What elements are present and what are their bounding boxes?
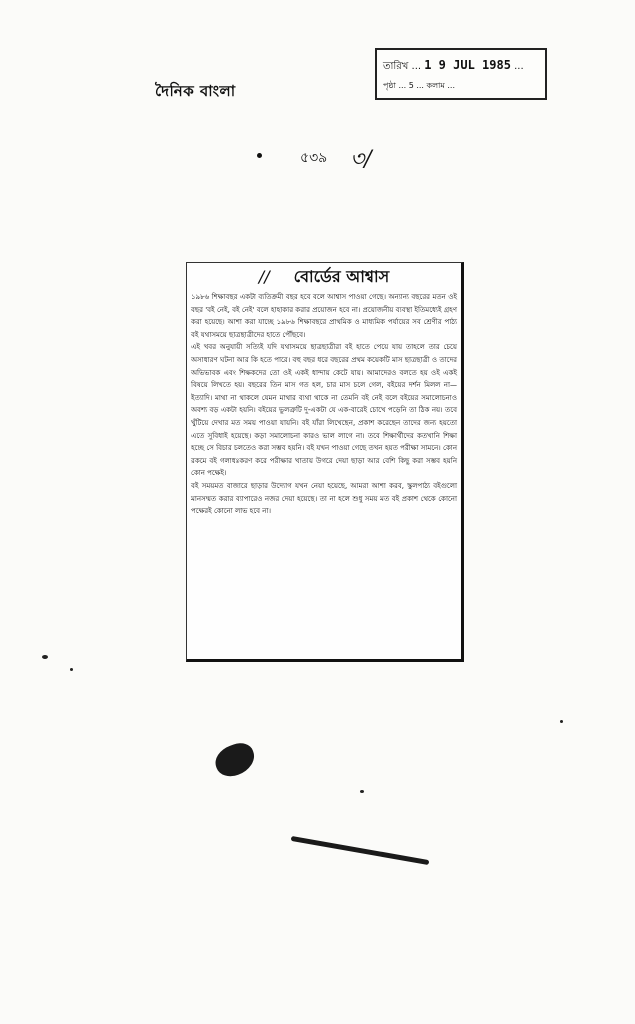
- newspaper-clipping: [186, 262, 464, 662]
- newspaper-name: দৈনিক বাংলা: [155, 82, 236, 100]
- date-suffix: ...: [514, 61, 524, 72]
- title-slash-mark: //: [258, 267, 270, 286]
- page-value: 5: [408, 81, 414, 90]
- date-label: তারিখ ...: [383, 61, 422, 72]
- date-value: 1 9 JUL 1985: [424, 58, 511, 72]
- date-stamp: [375, 48, 547, 100]
- ink-speck: [560, 720, 563, 723]
- ink-dot: [257, 153, 262, 158]
- clipping-body: [191, 291, 457, 518]
- ink-streak: [291, 836, 430, 865]
- page-label: পৃষ্ঠা ...: [383, 81, 407, 90]
- ink-speck: [360, 790, 364, 793]
- ink-speck: [70, 668, 73, 671]
- ink-smudge: [211, 739, 259, 781]
- handwritten-page-mark: ৩/: [350, 147, 372, 172]
- reference-number: ৫৩৯: [300, 150, 328, 166]
- clipping-title: বোর্ডের আশ্বাস: [293, 267, 390, 286]
- clipping-paragraph: ১৯৮৬ শিক্ষাবছর একটা ব্যতিক্রমী বছর হবে বলে আশ্বাস পাওয়া গেছে। অন্যান্য বছরের মতন ওই বছর 'বই নেই, বই নেই' বলে হাহাকার করার প্রয়োজন হবে না। প্রয়োজনীয় ব্যবস্থা ইতিমধ্যেই গ্রহণ করা হয়েছে। আশা করা যাচ্ছে ১৯৮৬ শিক্ষাবছরে প্রাথমিক ও মাধ্যমিক পর্যায়ের সব শ্রেণীর পাঠ্য বই যথাসময়ে ছাত্রছাত্রীদের হাতে পৌঁছবে।: [191, 293, 457, 339]
- clipping-paragraph: বই সময়মত বাজারে ছাড়ার উদ্যোগ যখন নেয়া হয়েছে, আমরা আশা করব, স্কুলপাঠ্য বইগুলো মানসম্মত করার ব্যাপারেও নজর দেয়া হয়েছে। তা না হলে শুধু সময় মত বই প্রকাশ থেকে কোনো পক্ষেরই কোনো লাভ হবে না।: [191, 481, 457, 516]
- ink-speck: [42, 655, 48, 659]
- clipping-paragraph: এই খবর অনুযায়ী সত্যিই যদি যথাসময়ে ছাত্রছাত্রীরা বই হাতে পেয়ে যায় তাহলে তার চেয়ে অসাধারণ ঘটনা আর কি হতে পারে। বহু বছর ধরে বছরের প্রথম কয়েকটি মাস ছাত্রছাত্রী ও তাদের অভিভাবক এবং শিক্ষকদের তো ওই একই ধান্দায় কেটে যায়। আমাদেরও বলতে হয় ওই একই বিষয়ে লিখতে হয়। বছরের তিন মাস গত হল, চার মাস চলে গেল, বইয়ের দর্শন মিলল না—ইত্যাদি। মাথা না থাকলে যেমন মাথার ব্যথা থাকে না তেমনি বই নেই বলে বইয়ের সমালোচনাও অবশ্য বড় একটা হয়নি। বইয়ের ভুলত্রুটি দু-একটা যে এক-বারেই চোখে পড়েনি তা ঠিক নয়। তবে খুঁটিয়ে দেখার মত সময় পাওয়া যায়নি। বই যাঁরা লিখেছেন, প্রকাশ করেছেন তাদের জন্য হয়তো এতে সুবিধাই হয়েছে। কড়া সমালোচনা কারও ভাল লাগে না। তবে শিক্ষার্থীদের কতখানি শিক্ষা হচ্ছে সে বিচার চলতেও করা সম্ভব হয়নি। বই যখন পাওয়া গেছে তখন হয়ত পরীক্ষা সামনে। কোন রকমে বই গলাধঃকরণ করে পরীক্ষার খাতায় উগরে দেয়া ছাড়া আর বেশি কিছু করা সম্ভব হয়নি কোন পক্ষেই।: [191, 343, 457, 478]
- column-label: ... কলাম ...: [416, 81, 455, 90]
- clipping-title-row: [191, 263, 457, 291]
